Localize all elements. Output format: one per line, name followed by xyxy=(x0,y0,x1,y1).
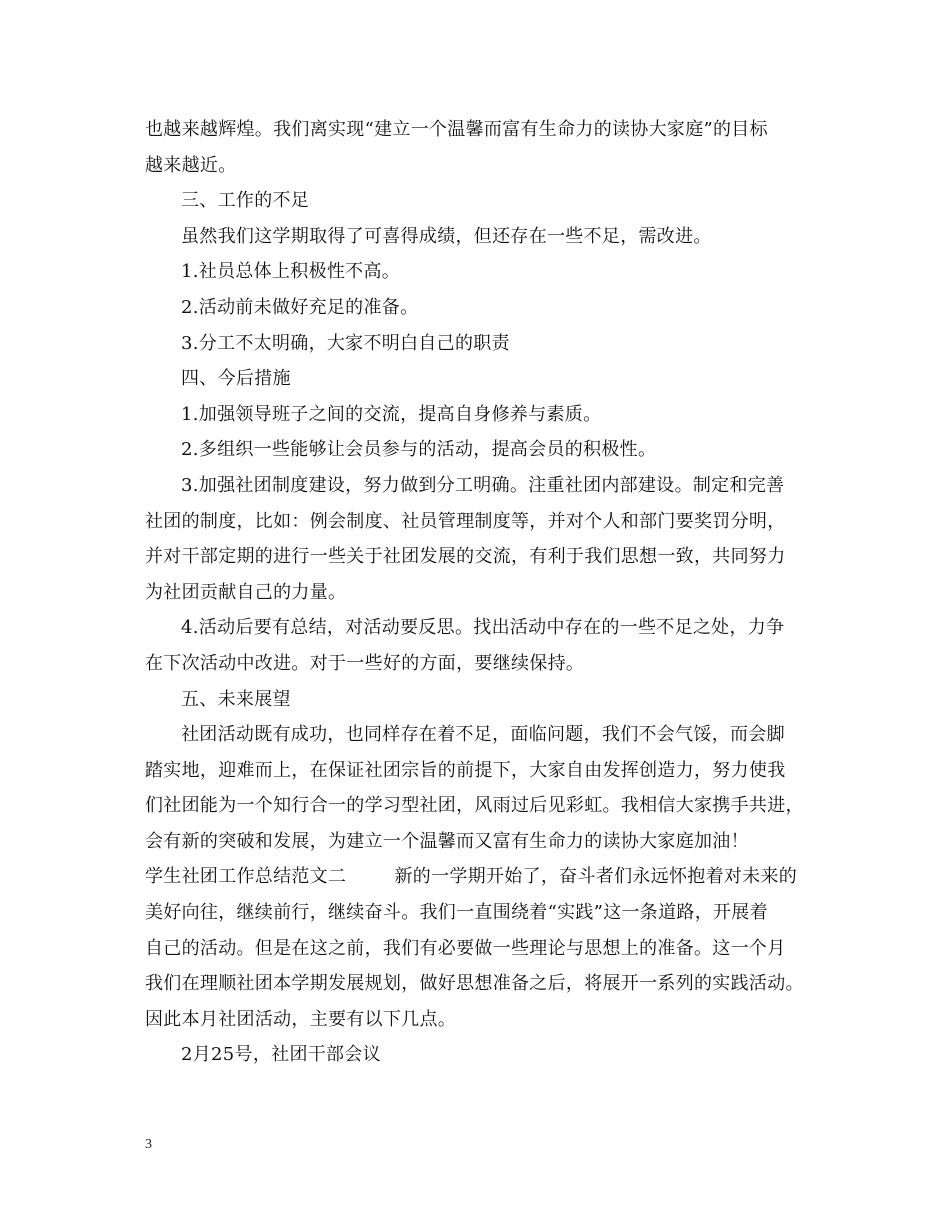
list-item: 2.活动前未做好充足的准备。 xyxy=(181,296,419,318)
text-line: 2月25号，社团干部会议 xyxy=(181,1044,381,1066)
text-line: 也越来越辉煌。我们离实现“建立一个温馨而富有生命力的读协大家庭”的目标 xyxy=(145,119,768,140)
text-line: 为社团贡献自己的力量。 xyxy=(145,581,347,603)
text-line: 会有新的突破和发展，为建立一个温馨而又富有生命力的读协大家庭加油！ xyxy=(145,830,749,852)
list-item: 4.活动后要有总结，对活动要反思。找出活动中存在的一些不足之处，力争 xyxy=(181,617,785,639)
text-line: 自己的活动。但是在这之前，我们有必要做一些理论与思想上的准备。这一个月 xyxy=(145,937,786,959)
text-line: 社团的制度，比如：例会制度、社员管理制度等，并对个人和部门要奖罚分明， xyxy=(145,510,786,532)
section-heading-outlook: 五、未来展望 xyxy=(181,688,291,710)
text-line: 美好向往，继续前行，继续奋斗。我们一直围绕着“实践”这一条道路，开展着 xyxy=(145,902,768,924)
document-body xyxy=(145,112,810,1073)
list-item: 3.分工不太明确，大家不明白自己的职责 xyxy=(181,332,510,354)
text-line: 虽然我们这学期取得了可喜得成绩，但还存在一些不足，需改进。 xyxy=(181,225,712,247)
text-line: 因此本月社团活动，主要有以下几点。 xyxy=(145,1008,457,1030)
section-heading-shortcomings: 三、工作的不足 xyxy=(181,190,310,212)
list-item: 3.加强社团制度建设，努力做到分工明确。注重社团内部建设。制定和完善 xyxy=(181,474,785,496)
text-line: 越来越近。 xyxy=(145,154,237,176)
text-line: 学生社团工作总结范文二 新的一学期开始了，奋斗者们永远怀抱着对未来的 xyxy=(145,866,798,888)
text-line: 并对干部定期的进行一些关于社团发展的交流，有利于我们思想一致，共同努力 xyxy=(145,546,786,568)
text-line: 在下次活动中改进。对于一些好的方面，要继续保持。 xyxy=(145,652,585,674)
text-line: 社团活动既有成功，也同样存在着不足，面临问题，我们不会气馁，而会脚 xyxy=(181,724,785,746)
list-item: 1.加强领导班子之间的交流，提高自身修养与素质。 xyxy=(181,403,602,425)
list-item: 2.多组织一些能够让会员参与的活动，提高会员的积极性。 xyxy=(181,439,657,461)
section-heading-measures: 四、今后措施 xyxy=(181,368,291,390)
text-line: 我们在理顺社团本学期发展规划，做好思想准备之后，将展开一系列的实践活动。 xyxy=(145,973,804,995)
text-line: 们社团能为一个知行合一的学习型社团，风雨过后见彩虹。我相信大家携手共进， xyxy=(145,795,804,817)
text-line: 踏实地，迎难而上，在保证社团宗旨的前提下，大家自由发挥创造力，努力使我 xyxy=(145,759,786,781)
list-item: 1.社员总体上积极性不高。 xyxy=(181,261,401,283)
page-number: 3 xyxy=(145,1137,152,1152)
